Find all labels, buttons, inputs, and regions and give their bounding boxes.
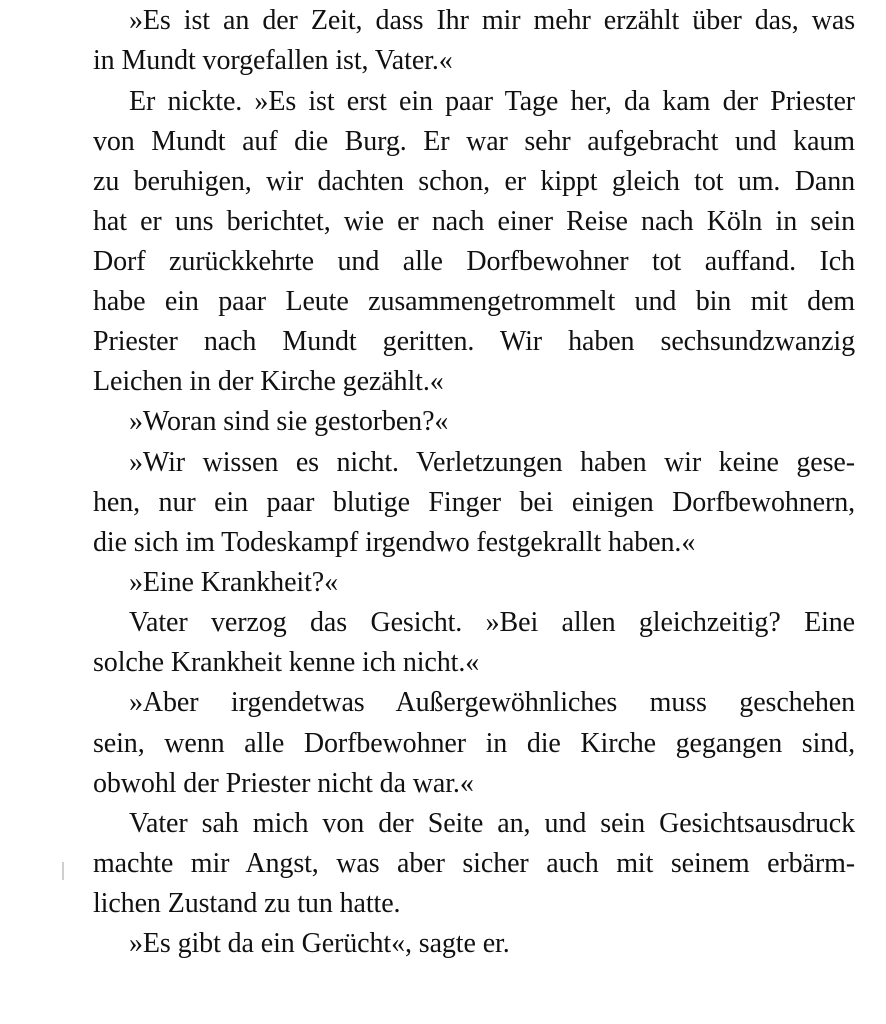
text-line: »Woran sind sie gestorben?« [129,406,449,437]
text-line: hat er uns berichtet, wie er nach einer Reise nach Köln in sein [93,206,855,237]
text-line: »Aber irgendetwas Außergewöhnliches muss geschehen [129,687,855,718]
text-line: sein, wenn alle Dorfbewohner in die Kirche gegangen sind, [93,728,855,759]
text-line: »Wir wissen es nicht. Verletzungen haben wir keine gese- [129,447,855,478]
text-line: in Mundt vorgefallen ist, Vater.« [93,45,453,76]
text-line: hen, nur ein paar blutige Finger bei einigen Dorfbewohnern, [93,487,855,518]
text-line: habe ein paar Leute zusammengetrommelt und bin mit dem [93,286,855,317]
text-line: lichen Zustand zu tun hatte. [93,888,401,919]
scan-artifact-mark [62,862,64,880]
text-line: von Mundt auf die Burg. Er war sehr aufgebracht und kaum [93,126,855,157]
text-line: obwohl der Priester nicht da war.« [93,768,474,799]
text-line: »Es gibt da ein Gerücht«, sagte er. [129,928,510,959]
text-line: Priester nach Mundt geritten. Wir haben sechsundzwanzig [93,326,855,357]
text-line: Leichen in der Kirche gezählt.« [93,366,444,397]
text-line: Dorf zurückkehrte und alle Dorfbewohner tot auffand. Ich [93,246,855,277]
text-line: die sich im Todeskampf irgendwo festgekrallt haben.« [93,527,696,558]
text-line: »Eine Krankheit?« [129,567,338,598]
text-line: machte mir Angst, was aber sicher auch mit seinem erbärm- [93,848,855,879]
text-line: Vater verzog das Gesicht. »Bei allen gleichzeitig? Eine [129,607,855,638]
text-line: Vater sah mich von der Seite an, und sein Gesichtsausdruck [129,808,855,839]
text-line: »Es ist an der Zeit, dass Ihr mir mehr erzählt über das, was [129,5,855,36]
text-line: solche Krankheit kenne ich nicht.« [93,647,480,678]
text-line: zu beruhigen, wir dachten schon, er kippt gleich tot um. Dann [93,166,855,197]
text-line: Er nickte. »Es ist erst ein paar Tage her, da kam der Priester [129,86,855,117]
